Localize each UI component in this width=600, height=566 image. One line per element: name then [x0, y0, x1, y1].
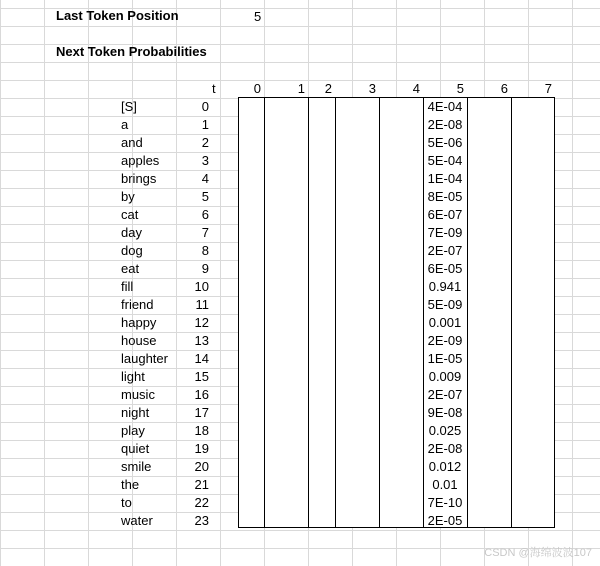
probability-cell[interactable]: 5E-04 [427, 153, 463, 168]
token-label[interactable]: cat [121, 207, 139, 222]
probability-cell[interactable]: 2E-07 [427, 387, 463, 402]
column-header-1: 1 [297, 81, 305, 96]
token-label[interactable]: [S] [121, 99, 137, 114]
probability-cell[interactable]: 9E-08 [427, 405, 463, 420]
token-id[interactable]: 8 [201, 243, 209, 258]
token-label[interactable]: quiet [121, 441, 150, 456]
probability-cell[interactable]: 0.941 [428, 279, 462, 294]
column-divider [335, 97, 336, 528]
token-id[interactable]: 17 [194, 405, 209, 420]
last-token-label: Last Token Position [56, 8, 179, 23]
token-id[interactable]: 21 [194, 477, 209, 492]
probability-cell[interactable]: 0.01 [432, 477, 458, 492]
column-header-4: 4 [412, 81, 420, 96]
token-id[interactable]: 1 [201, 117, 209, 132]
token-id[interactable]: 13 [194, 333, 209, 348]
token-id[interactable]: 22 [194, 495, 209, 510]
probability-cell[interactable]: 5E-06 [427, 135, 463, 150]
probability-table-box [238, 97, 555, 528]
probability-cell[interactable]: 0.012 [428, 459, 462, 474]
probability-cell[interactable]: 6E-05 [427, 261, 463, 276]
token-label[interactable]: friend [121, 297, 154, 312]
token-id[interactable]: 19 [194, 441, 209, 456]
token-label[interactable]: eat [121, 261, 140, 276]
token-label[interactable]: fill [121, 279, 134, 294]
token-id[interactable]: 3 [201, 153, 209, 168]
column-divider [511, 97, 512, 528]
token-label[interactable]: dog [121, 243, 143, 258]
probability-cell[interactable]: 8E-05 [427, 189, 463, 204]
token-label[interactable]: laughter [121, 351, 168, 366]
probability-cell[interactable]: 0.025 [428, 423, 462, 438]
token-label[interactable]: happy [121, 315, 157, 330]
probability-cell[interactable]: 7E-09 [427, 225, 463, 240]
probability-cell[interactable]: 6E-07 [427, 207, 463, 222]
token-id[interactable]: 9 [201, 261, 209, 276]
token-id[interactable]: 16 [194, 387, 209, 402]
token-label[interactable]: brings [121, 171, 157, 186]
probability-cell[interactable]: 1E-04 [427, 171, 463, 186]
probability-cell[interactable]: 2E-09 [427, 333, 463, 348]
token-id[interactable]: 12 [194, 315, 209, 330]
probability-cell[interactable]: 1E-05 [427, 351, 463, 366]
probability-cell[interactable]: 2E-08 [427, 117, 463, 132]
token-label[interactable]: by [121, 189, 135, 204]
column-header-3: 3 [368, 81, 376, 96]
column-divider [379, 97, 380, 528]
token-id[interactable]: 6 [201, 207, 209, 222]
token-label[interactable]: day [121, 225, 142, 240]
token-id[interactable]: 23 [194, 513, 209, 528]
token-label[interactable]: music [121, 387, 155, 402]
column-divider [467, 97, 468, 528]
token-label[interactable]: water [121, 513, 153, 528]
token-id[interactable]: 14 [194, 351, 209, 366]
probabilities-title: Next Token Probabilities [56, 44, 207, 59]
token-label[interactable]: the [121, 477, 140, 492]
t-label: t [212, 81, 216, 96]
token-label[interactable]: smile [121, 459, 152, 474]
column-divider [264, 97, 265, 528]
token-label[interactable]: a [121, 117, 129, 132]
token-label[interactable]: house [121, 333, 157, 348]
token-label[interactable]: night [121, 405, 150, 420]
token-id[interactable]: 18 [194, 423, 209, 438]
probability-cell[interactable]: 2E-08 [427, 441, 463, 456]
token-id[interactable]: 15 [194, 369, 209, 384]
column-divider [308, 97, 309, 528]
probability-cell[interactable]: 4E-04 [427, 99, 463, 114]
probability-cell[interactable]: 7E-10 [427, 495, 463, 510]
last-token-value[interactable]: 5 [254, 9, 262, 24]
token-id[interactable]: 2 [201, 135, 209, 150]
token-label[interactable]: play [121, 423, 145, 438]
token-id[interactable]: 20 [194, 459, 209, 474]
probability-cell[interactable]: 0.001 [428, 315, 462, 330]
column-header-0: 0 [253, 81, 261, 96]
token-id[interactable]: 0 [201, 99, 209, 114]
token-label[interactable]: to [121, 495, 132, 510]
token-id[interactable]: 10 [194, 279, 209, 294]
column-header-6: 6 [500, 81, 508, 96]
column-header-2: 2 [324, 81, 332, 96]
token-id[interactable]: 5 [201, 189, 209, 204]
probability-cell[interactable]: 2E-05 [427, 513, 463, 528]
token-label[interactable]: light [121, 369, 145, 384]
token-id[interactable]: 7 [201, 225, 209, 240]
probability-cell[interactable]: 0.009 [428, 369, 462, 384]
column-header-5: 5 [456, 81, 464, 96]
token-id[interactable]: 4 [201, 171, 209, 186]
watermark: CSDN @海绵波波107 [484, 547, 592, 559]
probability-cell[interactable]: 5E-09 [427, 297, 463, 312]
token-label[interactable]: and [121, 135, 143, 150]
probability-cell[interactable]: 2E-07 [427, 243, 463, 258]
token-label[interactable]: apples [121, 153, 160, 168]
token-id[interactable]: 11 [195, 297, 209, 312]
column-header-7: 7 [544, 81, 552, 96]
